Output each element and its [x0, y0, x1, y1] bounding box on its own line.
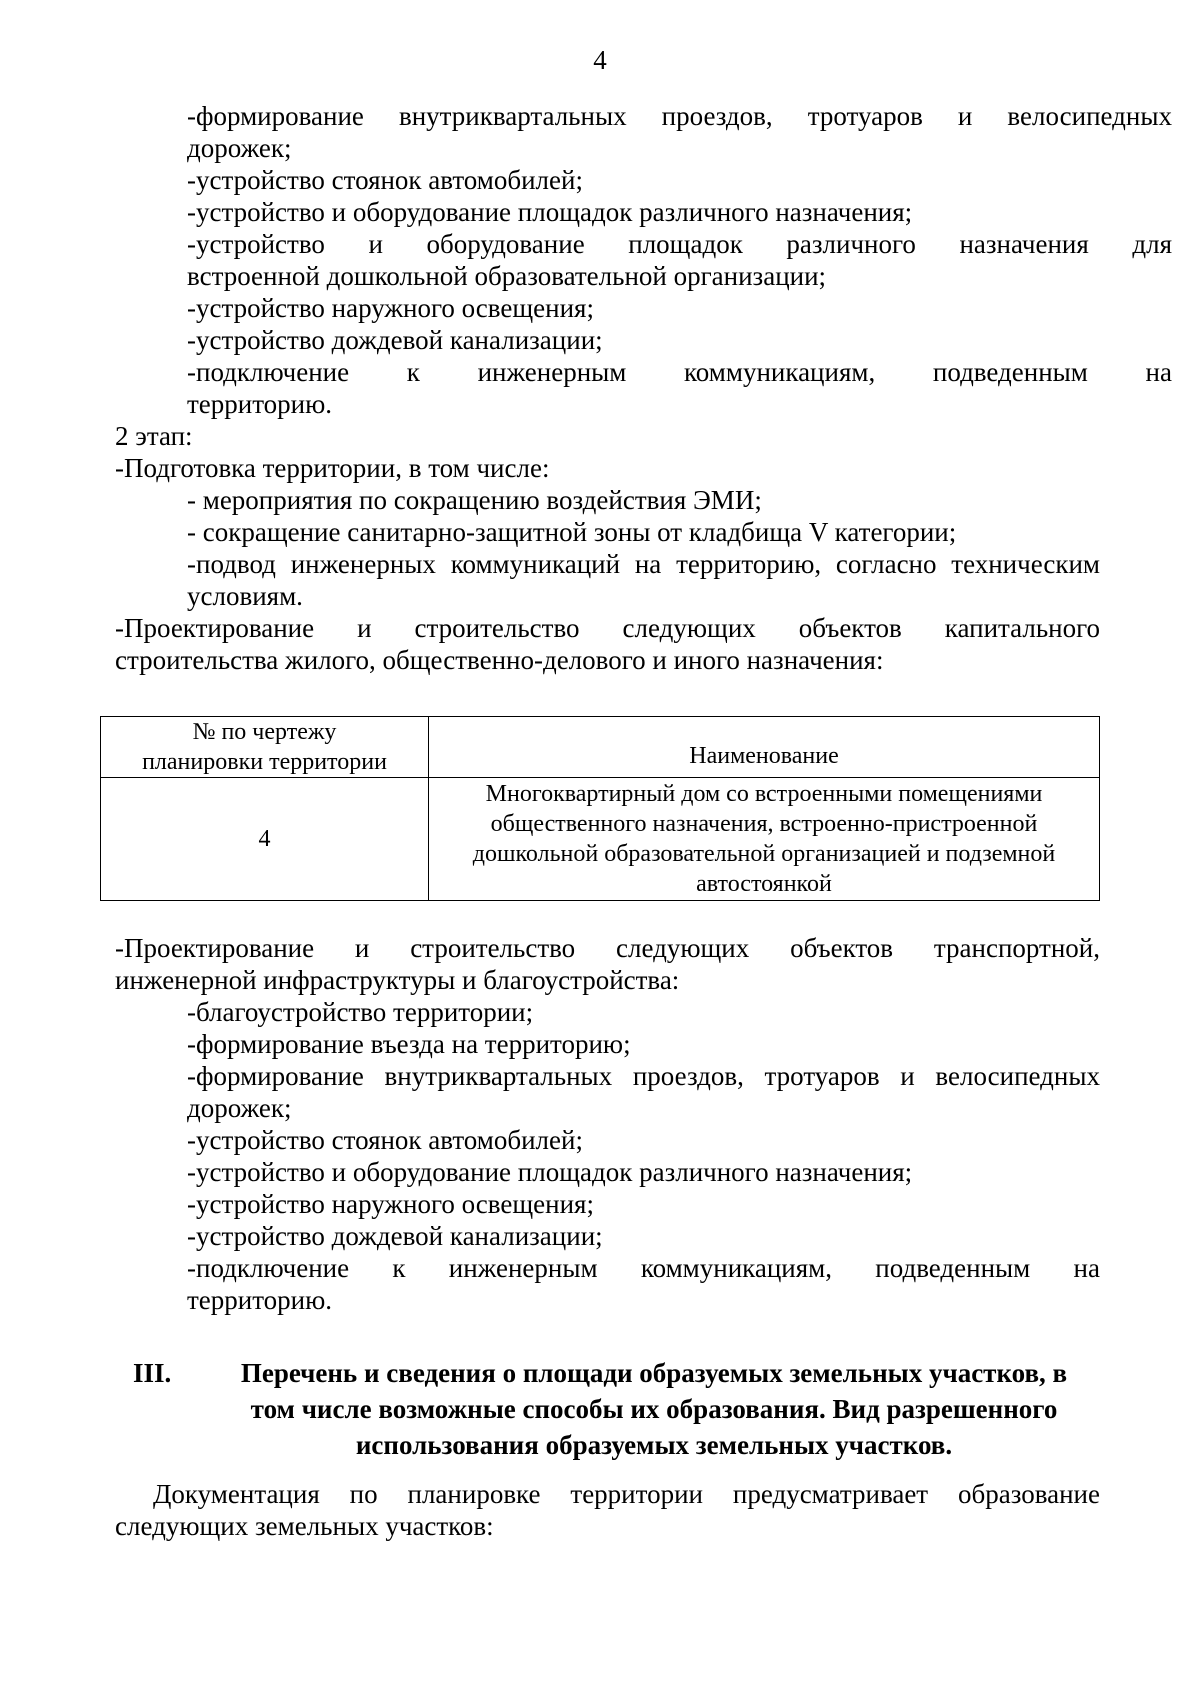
section-title: Перечень и сведения о площади образуемых земельных участков, в том числе возможные способы их образования. Вид разрешенного использования образуемых земельных участков. — [240, 1358, 1068, 1460]
list-item: - мероприятия по сокращению воздействия ЭМИ; — [187, 485, 762, 515]
list-item: -формирование внутриквартальных проездов, тротуаров и велосипедных дорожек; — [187, 1061, 1100, 1123]
infra-section — [115, 932, 1100, 1316]
closing-paragraph — [115, 1478, 1100, 1542]
objects-table — [100, 716, 1100, 901]
list-item: -устройство дождевой канализации; — [187, 325, 603, 355]
list-item: -формирование внутриквартальных проездов, тротуаров и велосипедных дорожек; — [187, 101, 1172, 163]
list-item: -подключение к инженерным коммуникациям, подведенным на территорию. — [187, 357, 1172, 419]
list-item: -устройство наружного освещения; — [187, 1189, 594, 1219]
list-item: -устройство стоянок автомобилей; — [187, 1125, 583, 1155]
section-number: III. — [133, 1358, 172, 1388]
infra-list — [115, 996, 1100, 1316]
list-item: -устройство наружного освещения; — [187, 293, 594, 323]
list-item: -подвод инженерных коммуникаций на территорию, согласно техническим — [187, 549, 1100, 579]
list-item: - сокращение санитарно-защитной зоны от кладбища V категории; — [187, 517, 957, 547]
table-header-row — [101, 717, 1100, 778]
page-number: 4 — [593, 45, 607, 75]
stage2-label: 2 этап: — [115, 421, 193, 451]
list-item: -благоустройство территории; — [187, 997, 534, 1027]
closing-line2: следующих земельных участков: — [115, 1511, 494, 1541]
closing-line1: Документация по планировке территории предусматривает образование — [153, 1479, 1100, 1509]
table-cell-name: Многоквартирный дом со встроенными помещениями общественного назначения, встроенно-пристроенной дошкольной образовательной организацией и подземной автостоянкой — [429, 778, 1100, 901]
table-row — [101, 778, 1100, 901]
table-cell-number: 4 — [101, 778, 429, 901]
design-paragraph-line1: -Проектирование и строительство следующих объектов капитального — [115, 613, 1100, 643]
table-header-name: Наименование — [429, 717, 1100, 778]
table-header-number: № по чертежу планировки территории — [101, 717, 429, 778]
list-item: -устройство и оборудование площадок различного назначения для встроенной дошкольной образовательной организации; — [187, 229, 1172, 291]
list-item: условиям. — [187, 581, 303, 611]
stage1-list — [115, 100, 1172, 420]
prep-list — [115, 484, 1100, 612]
list-item: -устройство дождевой канализации; — [187, 1221, 603, 1251]
list-item: -устройство стоянок автомобилей; — [187, 165, 583, 195]
design-paragraph-line2: строительства жилого, общественно-делового и иного назначения: — [115, 645, 884, 675]
list-item: -формирование въезда на территорию; — [187, 1029, 631, 1059]
infra-paragraph-line1: -Проектирование и строительство следующих объектов транспортной, — [115, 933, 1100, 963]
prep-title: -Подготовка территории, в том числе: — [115, 453, 550, 483]
list-item: -подключение к инженерным коммуникациям, подведенным на территорию. — [187, 1253, 1100, 1315]
list-item: -устройство и оборудование площадок различного назначения; — [187, 197, 913, 227]
section-heading — [133, 1355, 1100, 1463]
infra-paragraph-line2: инженерной инфраструктуры и благоустройства: — [115, 965, 680, 995]
list-item: -устройство и оборудование площадок различного назначения; — [187, 1157, 913, 1187]
stage2-section — [115, 420, 1100, 676]
